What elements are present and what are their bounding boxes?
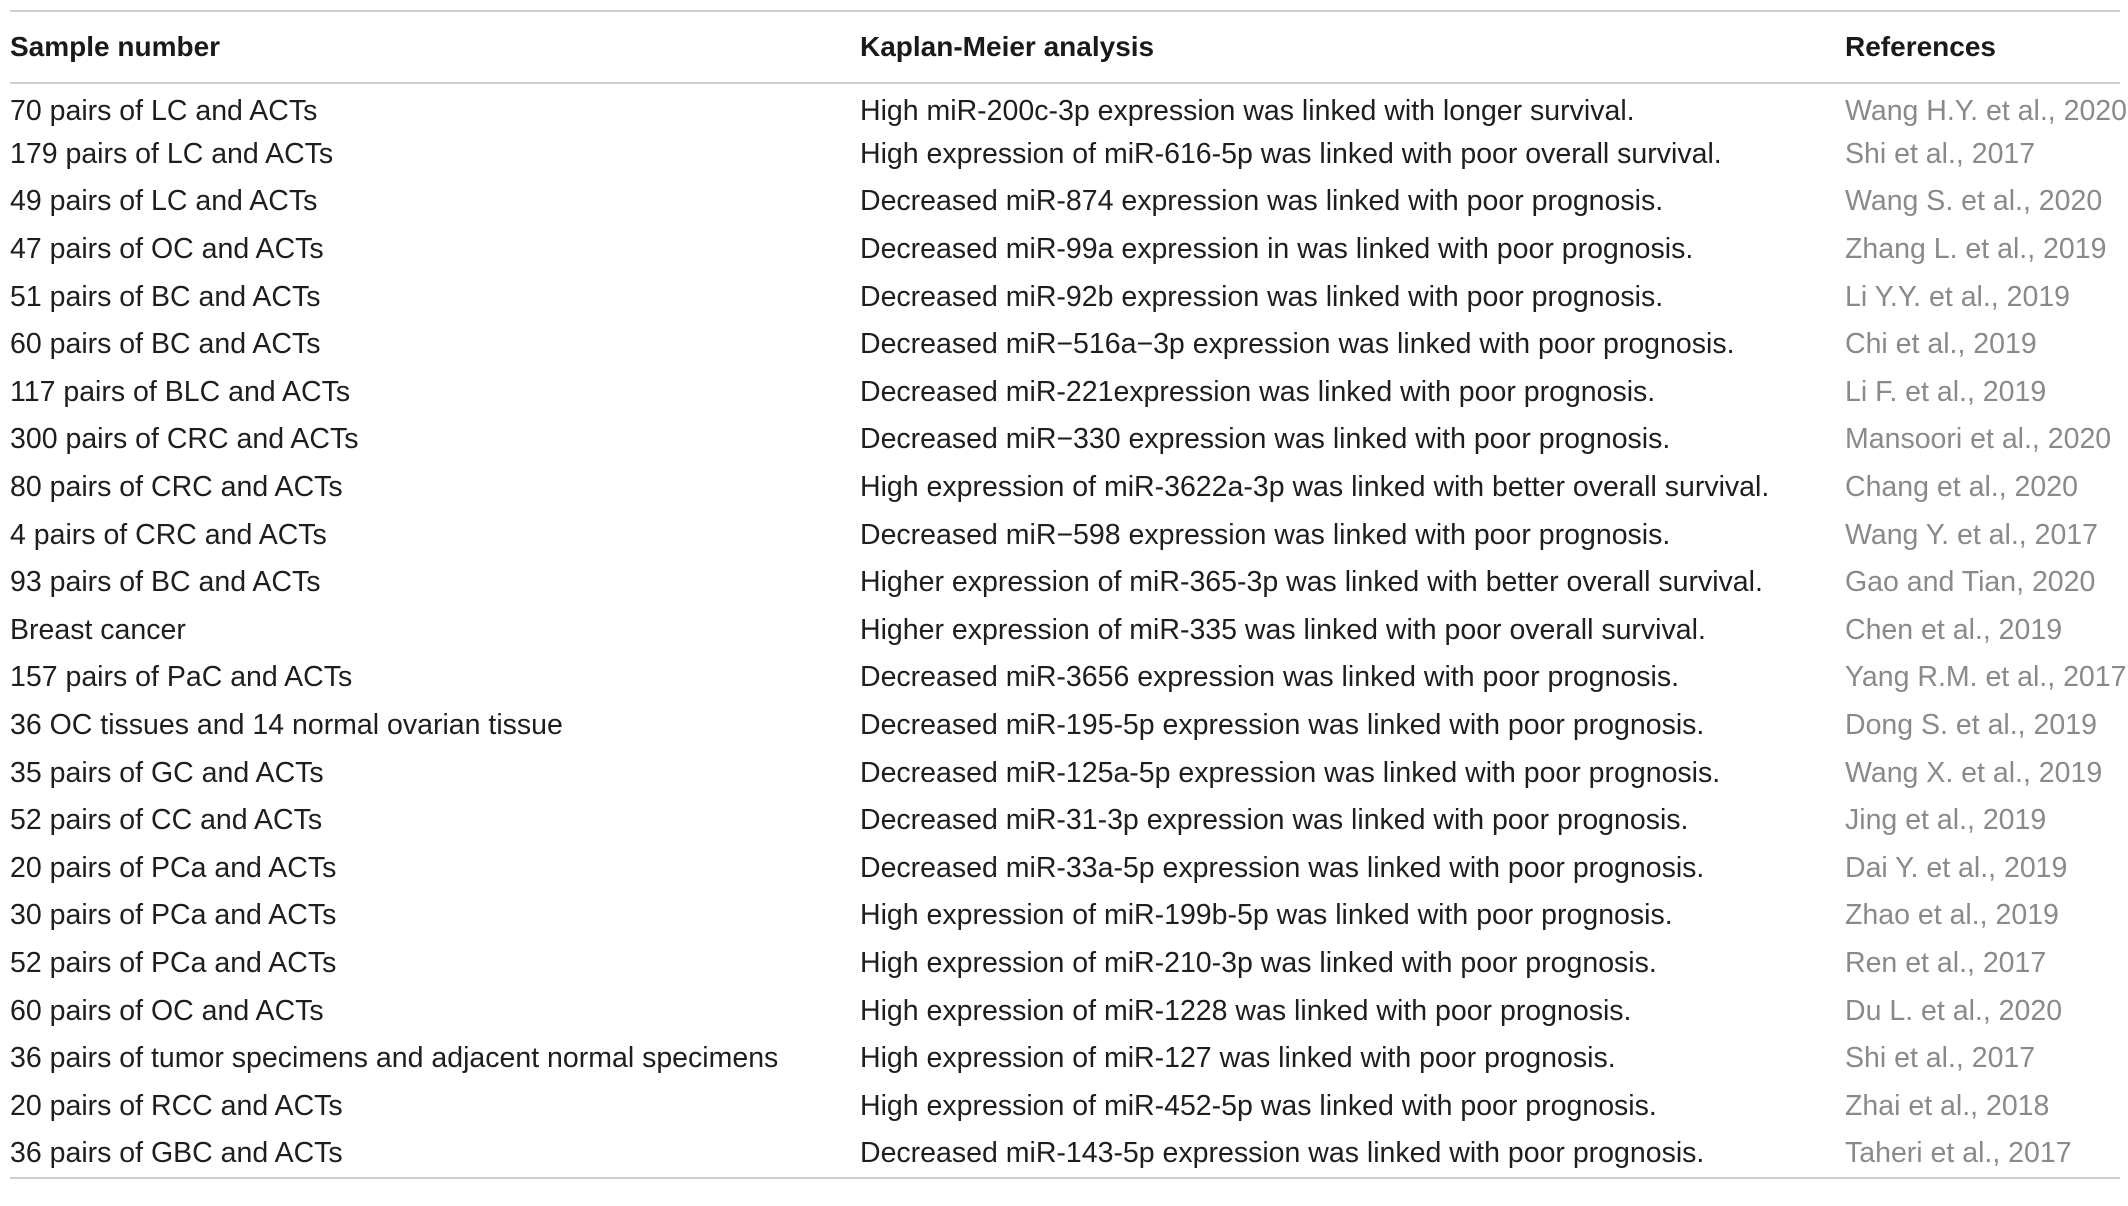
cell-kaplan-meier-analysis: Decreased miR-33a-5p expression was linked with poor prognosis.	[860, 851, 1705, 884]
cell-sample-number: 179 pairs of LC and ACTs	[10, 137, 334, 170]
table-row	[10, 226, 2120, 274]
table-row	[10, 845, 2120, 893]
cell-sample-number: 20 pairs of RCC and ACTs	[10, 1089, 343, 1122]
table-row	[10, 559, 2120, 607]
cell-sample-number: 35 pairs of GC and ACTs	[10, 756, 324, 789]
cell-reference: Wang X. et al., 2019	[1845, 756, 2103, 789]
cell-kaplan-meier-analysis: Decreased miR-31-3p expression was linked with poor prognosis.	[860, 804, 1689, 837]
header-references: References	[1845, 31, 1996, 62]
table-row	[10, 416, 2120, 464]
cell-sample-number: 51 pairs of BC and ACTs	[10, 280, 321, 313]
cell-reference: Li F. et al., 2019	[1845, 375, 2047, 408]
cell-kaplan-meier-analysis: Higher expression of miR-335 was linked with poor overall survival.	[860, 613, 1706, 646]
cell-kaplan-meier-analysis: Higher expression of miR-365-3p was linked with better overall survival.	[860, 566, 1763, 599]
cell-reference: Shi et al., 2017	[1845, 137, 2036, 170]
cell-sample-number: 80 pairs of CRC and ACTs	[10, 471, 343, 504]
table-row	[10, 131, 2120, 179]
cell-reference: Mansoori et al., 2020	[1845, 423, 2112, 456]
cell-reference: Jing et al., 2019	[1845, 804, 2047, 837]
cell-sample-number: 30 pairs of PCa and ACTs	[10, 899, 337, 932]
cell-sample-number: 20 pairs of PCa and ACTs	[10, 851, 337, 884]
header-sample-number: Sample number	[10, 31, 221, 62]
table-row	[10, 511, 2120, 559]
table-row	[10, 987, 2120, 1035]
cell-reference: Ren et al., 2017	[1845, 946, 2047, 979]
table-row	[10, 607, 2120, 655]
cell-sample-number: 300 pairs of CRC and ACTs	[10, 423, 359, 456]
cell-reference: Zhao et al., 2019	[1845, 899, 2059, 932]
table-row	[10, 1035, 2120, 1083]
cell-reference: Du L. et al., 2020	[1845, 994, 2063, 1027]
table-header	[10, 11, 2120, 83]
table-row	[10, 464, 2120, 512]
cell-kaplan-meier-analysis: Decreased miR-3656 expression was linked with poor prognosis.	[860, 661, 1679, 694]
cell-kaplan-meier-analysis: Decreased miR−598 expression was linked with poor prognosis.	[860, 518, 1671, 551]
cell-sample-number: 36 pairs of tumor specimens and adjacent normal specimens	[10, 1042, 779, 1075]
cell-reference: Li Y.Y. et al., 2019	[1845, 280, 2071, 313]
cell-kaplan-meier-analysis: Decreased miR-195-5p expression was linked with poor prognosis.	[860, 709, 1705, 742]
cell-reference: Gao and Tian, 2020	[1845, 566, 2096, 599]
cell-reference: Wang H.Y. et al., 2020	[1845, 94, 2128, 127]
table-row	[10, 273, 2120, 321]
cell-reference: Dai Y. et al., 2019	[1845, 851, 2068, 884]
cell-reference: Chi et al., 2019	[1845, 328, 2037, 361]
cell-reference: Zhang L. et al., 2019	[1845, 233, 2107, 266]
table-row	[10, 321, 2120, 369]
cell-sample-number: 52 pairs of PCa and ACTs	[10, 946, 337, 979]
cell-sample-number: 49 pairs of LC and ACTs	[10, 185, 318, 218]
table-row	[10, 654, 2120, 702]
cell-sample-number: 36 pairs of GBC and ACTs	[10, 1136, 343, 1169]
cell-kaplan-meier-analysis: High expression of miR-616-5p was linked with poor overall survival.	[860, 137, 1722, 170]
cell-reference: Wang S. et al., 2020	[1845, 185, 2103, 218]
cell-sample-number: 93 pairs of BC and ACTs	[10, 566, 321, 599]
cell-reference: Chang et al., 2020	[1845, 471, 2078, 504]
cell-kaplan-meier-analysis: High expression of miR-127 was linked with poor prognosis.	[860, 1042, 1616, 1075]
cell-reference: Chen et al., 2019	[1845, 613, 2063, 646]
table-row	[10, 369, 2120, 417]
cell-kaplan-meier-analysis: Decreased miR−330 expression was linked with poor prognosis.	[860, 423, 1671, 456]
kaplan-meier-table	[10, 10, 2128, 1179]
header-kaplan-meier-analysis: Kaplan-Meier analysis	[860, 31, 1155, 62]
table-row	[10, 940, 2120, 988]
cell-kaplan-meier-analysis: Decreased miR-874 expression was linked with poor prognosis.	[860, 185, 1664, 218]
cell-kaplan-meier-analysis: Decreased miR-92b expression was linked with poor prognosis.	[860, 280, 1664, 313]
table-row	[10, 702, 2120, 750]
cell-reference: Taheri et al., 2017	[1845, 1136, 2072, 1169]
cell-kaplan-meier-analysis: High expression of miR-210-3p was linked with poor prognosis.	[860, 946, 1657, 979]
cell-sample-number: 60 pairs of OC and ACTs	[10, 994, 324, 1027]
table-row	[10, 797, 2120, 845]
cell-reference: Zhai et al., 2018	[1845, 1089, 2050, 1122]
cell-reference: Yang R.M. et al., 2017	[1845, 661, 2127, 694]
table-row	[10, 178, 2120, 226]
cell-reference: Wang Y. et al., 2017	[1845, 518, 2098, 551]
header-row	[10, 11, 2120, 83]
cell-kaplan-meier-analysis: High expression of miR-452-5p was linked with poor prognosis.	[860, 1089, 1657, 1122]
cell-kaplan-meier-analysis: Decreased miR−516a−3p expression was linked with poor prognosis.	[860, 328, 1735, 361]
cell-sample-number: 36 OC tissues and 14 normal ovarian tissue	[10, 709, 563, 742]
cell-kaplan-meier-analysis: High expression of miR-1228 was linked with poor prognosis.	[860, 994, 1632, 1027]
cell-kaplan-meier-analysis: Decreased miR-99a expression in was linked with poor prognosis.	[860, 233, 1694, 266]
table-row	[10, 1082, 2120, 1130]
cell-reference: Dong S. et al., 2019	[1845, 709, 2097, 742]
cell-sample-number: 52 pairs of CC and ACTs	[10, 804, 323, 837]
cell-kaplan-meier-analysis: High miR-200c-3p expression was linked with longer survival.	[860, 94, 1635, 127]
table-row	[10, 1130, 2120, 1178]
cell-sample-number: 157 pairs of PaC and ACTs	[10, 661, 353, 694]
cell-kaplan-meier-analysis: High expression of miR-199b-5p was linked with poor prognosis.	[860, 899, 1673, 932]
cell-sample-number: 70 pairs of LC and ACTs	[10, 94, 318, 127]
cell-reference: Shi et al., 2017	[1845, 1042, 2036, 1075]
cell-kaplan-meier-analysis: Decreased miR-125a-5p expression was linked with poor prognosis.	[860, 756, 1721, 789]
table-body	[10, 83, 2128, 1178]
cell-sample-number: 60 pairs of BC and ACTs	[10, 328, 321, 361]
cell-sample-number: 4 pairs of CRC and ACTs	[10, 518, 327, 551]
cell-sample-number: Breast cancer	[10, 613, 186, 646]
table-row	[10, 892, 2120, 940]
cell-sample-number: 117 pairs of BLC and ACTs	[10, 375, 351, 408]
table-row	[10, 83, 2120, 131]
cell-kaplan-meier-analysis: Decreased miR-143-5p expression was linked with poor prognosis.	[860, 1136, 1705, 1169]
table-container	[10, 10, 2128, 1179]
cell-kaplan-meier-analysis: Decreased miR-221expression was linked with poor prognosis.	[860, 375, 1656, 408]
cell-kaplan-meier-analysis: High expression of miR-3622a-3p was linked with better overall survival.	[860, 471, 1770, 504]
cell-sample-number: 47 pairs of OC and ACTs	[10, 233, 324, 266]
table-row	[10, 749, 2120, 797]
